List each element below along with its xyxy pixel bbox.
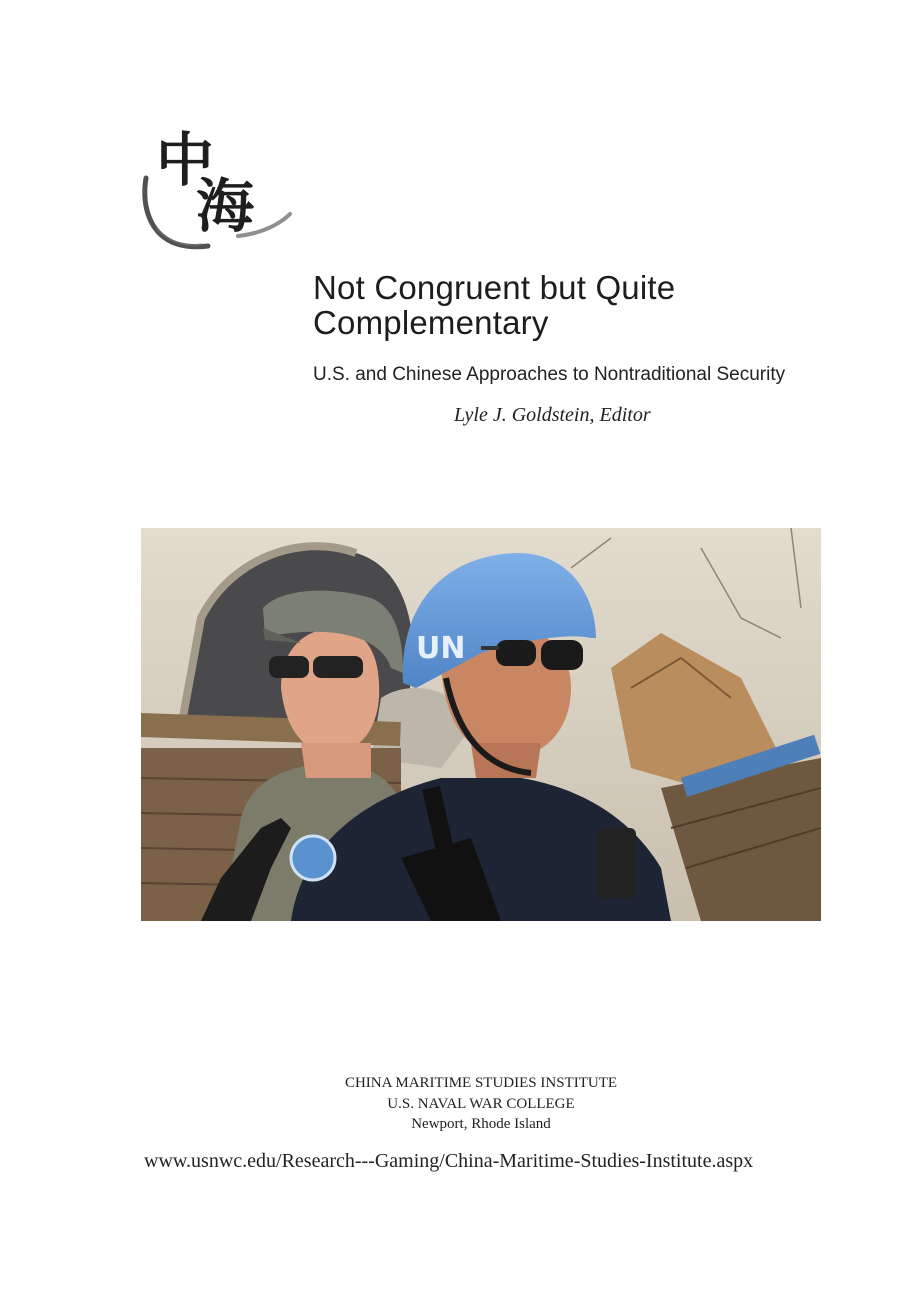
book-title	[313, 270, 833, 340]
photo-art	[141, 528, 821, 921]
institute-url-link[interactable]: www.usnwc.edu/Research---Gaming/China-Maritime-Studies-Institute.aspx	[144, 1150, 754, 1172]
title-line-1: Not Congruent but Quite	[313, 269, 676, 306]
logo-glyph-2: 海	[196, 172, 255, 240]
publisher-line-1: CHINA MARITIME STUDIES INSTITUTE	[344, 1075, 618, 1091]
peacekeepers-photo	[141, 528, 821, 921]
editor-credit: Lyle J. Goldstein, Editor	[454, 404, 651, 426]
logo-glyph-1: 中	[156, 126, 215, 194]
book-subtitle: U.S. and Chinese Approaches to Nontraditional Security	[313, 364, 786, 385]
calligraphy-logo	[138, 118, 298, 258]
publisher-line-3: Newport, Rhode Island	[411, 1116, 551, 1132]
title-line-2: Complementary	[313, 304, 549, 341]
publisher-line-2: U.S. NAVAL WAR COLLEGE	[387, 1096, 575, 1112]
logo-art	[138, 118, 298, 258]
helmet-un-text: UN	[416, 631, 466, 666]
